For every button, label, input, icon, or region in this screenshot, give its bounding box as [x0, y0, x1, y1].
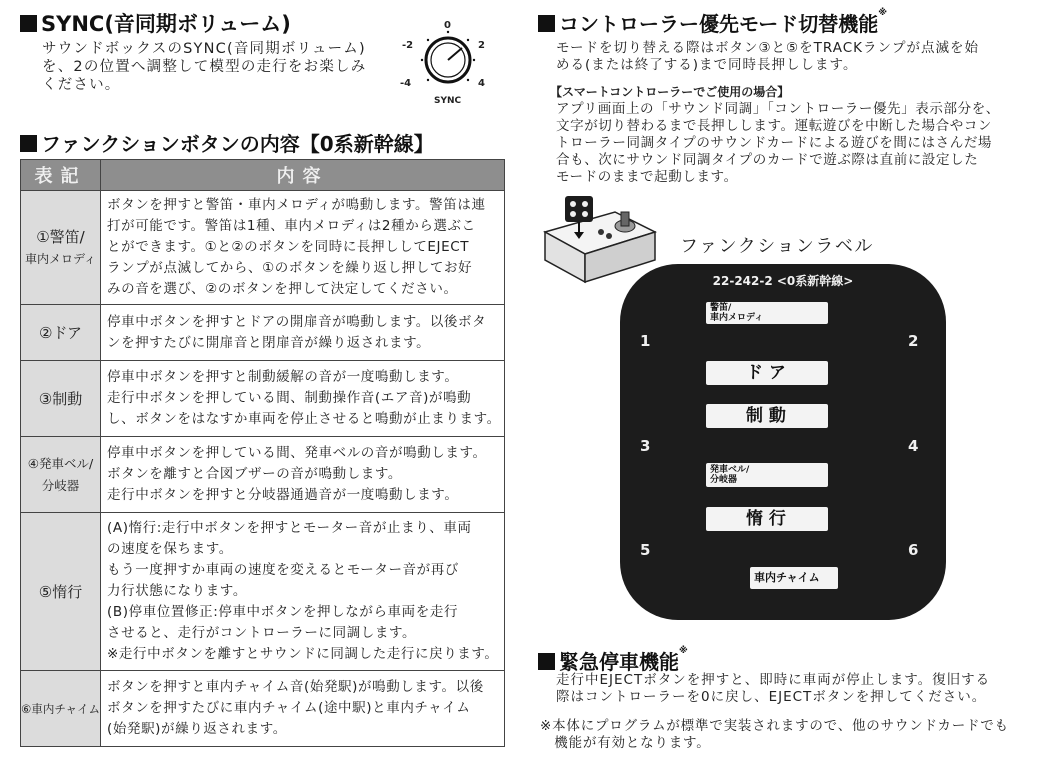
- text-line: 文字が切り替わるまで長押しします。運転遊びを中断した場合やコン: [556, 118, 993, 134]
- label-number-1: 1: [640, 332, 651, 350]
- heading-square-icon: [538, 15, 555, 32]
- label-button-5: 惰 行: [706, 507, 828, 531]
- row-label: ⑤惰行: [21, 513, 101, 671]
- table-row: [21, 437, 505, 513]
- row-label: ③制動: [21, 361, 101, 437]
- mode-heading: コントローラー優先モード切替機能※: [538, 8, 887, 37]
- smart-controller-subheading: 【スマートコントローラーでご使用の場合】: [550, 85, 790, 99]
- text-line: 走行中EJECTボタンを押すと、即時に車両が停止します。復旧する: [556, 672, 991, 688]
- label-button-3: 制 動: [706, 404, 828, 428]
- table-row: [21, 361, 505, 437]
- table-row: [21, 191, 505, 305]
- sync-description: [42, 40, 366, 94]
- text-line: トローラー同調タイプのサウンドカードによる遊びを間にはさんだ場: [556, 135, 993, 151]
- row-content: 停車中ボタンを押している間、発車ベルの音が鳴動します。 ボタンを離すと合図ブザーの音が鳴動します。 走行中ボタンを押すと分岐器通過音が一度鳴動します。: [101, 437, 505, 513]
- column-header-content: 内容: [101, 160, 505, 191]
- text-line: モードを切り替える際はボタン③と⑤をTRACKランプが点滅を始: [556, 40, 980, 56]
- row-content: 停車中ボタンを押すとドアの開扉音が鳴動します。以後ボタ ンを押すたびに開扉音と閉扉音が繰り返されます。: [101, 305, 505, 361]
- row-content: 停車中ボタンを押すと制動緩解の音が一度鳴動します。 走行中ボタンを押している間、制動操作音(エア音)が鳴動 し、ボタンをはなすか車両を停止させると鳴動が止まります。: [101, 361, 505, 437]
- label-button-1: 警笛/ 車内メロディ: [706, 302, 828, 324]
- text-line: 機能が有効となります。: [540, 735, 711, 751]
- label-button-4: 発車ベル/ 分岐器: [706, 463, 828, 487]
- label-number-5: 5: [640, 541, 651, 559]
- text-line: 際はコントローラーを0に戻し、EJECTボタンを押してください。: [556, 689, 987, 705]
- table-row: [21, 671, 505, 747]
- dial-label-4: 4: [478, 78, 485, 89]
- text-line: ※本体にプログラムが標準で実装されますので、他のサウンドカードでも: [540, 718, 1009, 734]
- function-heading: ファンクションボタンの内容【0系新幹線】: [20, 128, 434, 157]
- function-label-board: [620, 264, 946, 620]
- emergency-heading: 緊急停車機能※: [538, 646, 688, 675]
- label-card-title: 22-242-2 <0系新幹線>: [712, 274, 854, 288]
- dial-caption: SYNC: [434, 96, 462, 106]
- row-content: (A)惰行:走行中ボタンを押すとモーター音が止まり、車両 の速度を保ちます。 もう一度押すか車両の速度を変えるとモーター音が再び 力行状態になります。 (B)停車位置修正:停車中ボタンを押しながら車両を走行 させると、走行がコントローラーに同調します。 ※走行中ボタンを離すとサウンドに同調した走行に戻ります。: [101, 513, 505, 671]
- footnote: [540, 718, 1009, 752]
- heading-square-icon: [20, 15, 37, 32]
- function-table: [20, 159, 505, 747]
- text-line: ください。: [42, 77, 121, 93]
- emergency-description: [556, 672, 990, 706]
- text-line: モードのままで起動します。: [556, 169, 738, 185]
- mode-description: [556, 40, 979, 74]
- text-line: 合も、次にサウンド同調タイプのカードで遊ぶ際は直前に設定した: [556, 152, 979, 168]
- label-number-3: 3: [640, 437, 651, 455]
- text-line: める(または終了する)まで同時長押しします。: [556, 57, 858, 73]
- column-header-label: 表記: [21, 160, 101, 191]
- label-button-6: 車内チャイム: [750, 567, 838, 589]
- row-content: ボタンを押すと警笛・車内メロディが鳴動します。警笛は連 打が可能です。警笛は1種、車内メロディは2種から選ぶこ とができます。①と②のボタンを同時に長押ししてEJECT ランプが点滅してから、①のボタンを繰り返し押してお好 みの音を選び、②のボタンを押して決定してください。: [101, 191, 505, 305]
- sync-heading: SYNC(音同期ボリューム): [20, 8, 291, 38]
- sync-dial: [398, 18, 498, 118]
- table-header-row: [21, 160, 505, 191]
- dial-label-2: 2: [478, 40, 485, 51]
- smart-controller-description: [556, 101, 1000, 186]
- label-number-4: 4: [908, 437, 919, 455]
- table-row: [21, 513, 505, 671]
- table-row: [21, 305, 505, 361]
- row-label: ④発車ベル/ 分岐器: [21, 437, 101, 513]
- row-label: ①警笛/ 車内メロディ: [21, 191, 101, 305]
- heading-square-icon: [538, 653, 555, 670]
- dial-label-minus4: -4: [400, 78, 412, 89]
- label-number-6: 6: [908, 541, 919, 559]
- text-line: アプリ画面上の「サウンド同調」「コントローラー優先」表示部分を、: [556, 101, 1000, 117]
- label-button-2: ド ア: [706, 361, 828, 385]
- row-content: ボタンを押すと車内チャイム音(始発駅)が鳴動します。以後 ボタンを押すたびに車内チャイム(途中駅)と車内チャイム (始発駅)が繰り返されます。: [101, 671, 505, 747]
- row-label: ②ドア: [21, 305, 101, 361]
- dial-label-0: 0: [444, 20, 451, 31]
- label-number-2: 2: [908, 332, 919, 350]
- text-line: を、2の位置へ調整して模型の走行をお楽しみ: [42, 59, 367, 75]
- heading-square-icon: [20, 135, 37, 152]
- row-label: ⑥車内チャイム: [21, 671, 101, 747]
- function-label-caption: ファンクションラベル: [680, 236, 874, 257]
- dial-label-minus2: -2: [402, 40, 414, 51]
- text-line: サウンドボックスのSYNC(音同期ボリューム): [42, 41, 366, 57]
